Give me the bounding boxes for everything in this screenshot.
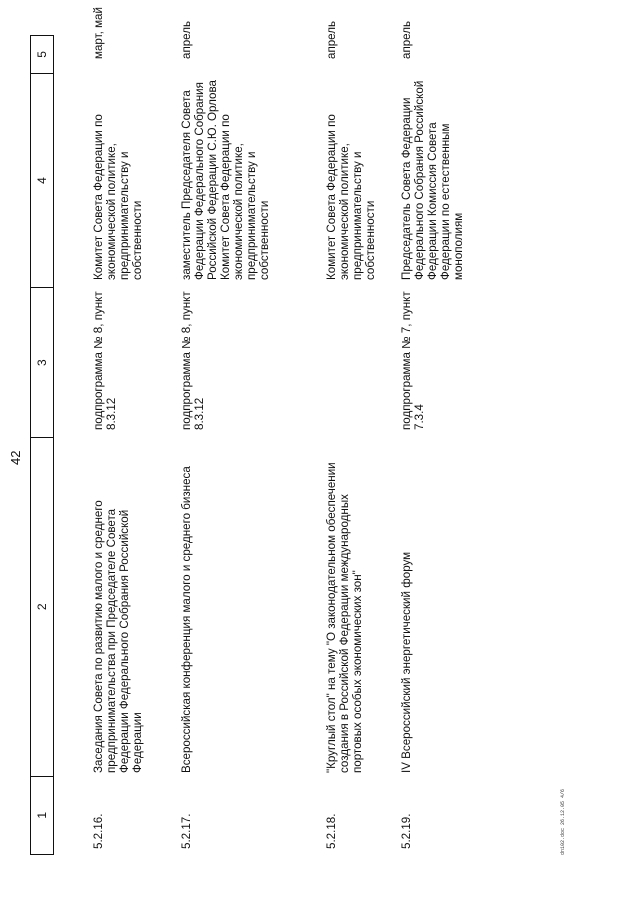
term: апрель: [400, 20, 413, 59]
footer-filename: dn102.doc 26.12.05 4/6: [560, 788, 566, 855]
table-row: [400, 20, 490, 855]
responsible: Председатель Совета Федерации Федерального Собрания Российской Федерации Комиссия Совета Федерации по естественным монополиям: [400, 80, 465, 280]
header-col-2: 2: [31, 438, 54, 776]
term: март, май: [92, 7, 105, 59]
event-name: "Круглый стол" на тему "О законодательном обеспечении создания в Российской Федерации международных портовых особых экономических зон": [325, 462, 364, 773]
row-number: 5.2.17.: [180, 813, 193, 849]
header-col-1: 1: [31, 776, 54, 854]
header-col-4: 4: [31, 73, 54, 287]
row-number: 5.2.18.: [325, 813, 338, 849]
program-ref: подпрограмма № 8, пункт 8.3.12: [92, 291, 118, 430]
responsible: заместитель Председателя Совета Федерации Федерального Собрания Российской Федерации С.Ю. Орлова Комитет Совета Федерации по экономической политике, предпринимательству и собственности: [180, 80, 271, 280]
term: апрель: [180, 20, 193, 59]
table-row: [180, 20, 325, 855]
column-header-table: [30, 35, 54, 855]
term: апрель: [325, 20, 338, 59]
row-number: 5.2.19.: [400, 813, 413, 849]
table-row: [325, 20, 400, 855]
header-col-5: 5: [31, 36, 54, 74]
program-ref: подпрограмма № 7, пункт 7.3.4: [400, 291, 426, 430]
table-body: [92, 7, 502, 855]
responsible: Комитет Совета Федерации по экономической политике, предпринимательству и собственности: [92, 114, 144, 280]
responsible: Комитет Совета Федерации по экономической политике, предпринимательству и собственности: [325, 114, 377, 280]
program-ref: подпрограмма № 8, пункт 8.3.12: [180, 291, 206, 430]
page-number: 42: [8, 450, 23, 465]
table-row: [92, 7, 192, 855]
header-col-3: 3: [31, 288, 54, 438]
row-number: 5.2.16.: [92, 813, 105, 849]
event-name: Заседания Совета по развитию малого и среднего предпринимательства при Председателе Совета Федерации Федерального Собрания Российской Федерации: [92, 500, 144, 773]
event-name: Всероссийская конференция малого и среднего бизнеса: [180, 466, 193, 773]
event-name: IV Всероссийский энергетический форум: [400, 551, 413, 773]
